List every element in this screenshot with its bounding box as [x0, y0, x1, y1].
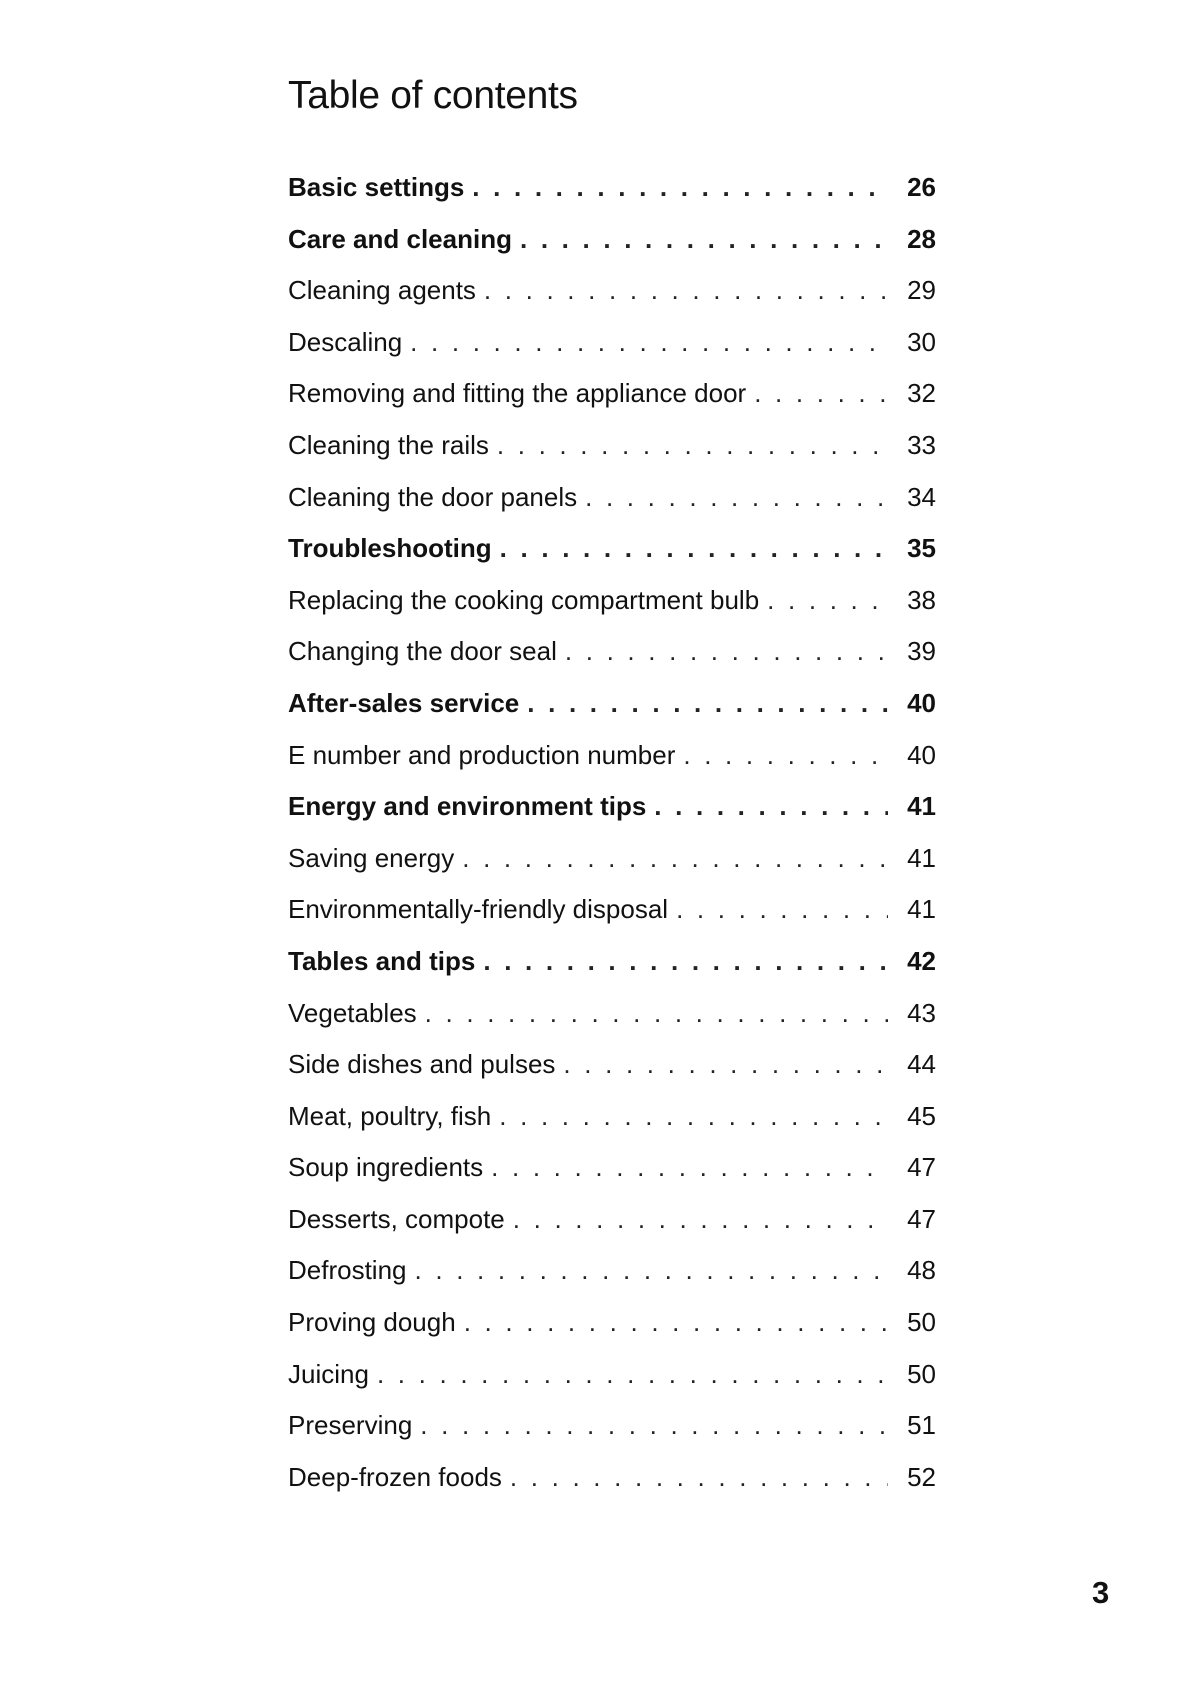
- toc-entry-label: Saving energy: [288, 842, 455, 873]
- dot-leader: [510, 1452, 888, 1504]
- toc-entry-label: Removing and fitting the appliance door: [288, 378, 747, 409]
- toc-subsection-entry: [288, 988, 936, 1040]
- toc-section-entry: [288, 162, 936, 214]
- dot-leader: [520, 214, 888, 266]
- toc-subsection-entry: [288, 626, 936, 678]
- dot-leader: [683, 730, 888, 782]
- toc-entry-page: 44: [907, 1049, 936, 1080]
- toc-entry-page: 29: [907, 275, 936, 306]
- dot-leader: [585, 472, 888, 524]
- toc-subsection-entry: [288, 317, 936, 369]
- toc-entry-label: Replacing the cooking compartment bulb: [288, 584, 760, 615]
- toc-entry-label: Cleaning agents: [288, 275, 476, 306]
- toc-subsection-entry: [288, 420, 936, 472]
- table-of-contents: [288, 162, 936, 1503]
- toc-section-entry: [288, 678, 936, 730]
- toc-subsection-entry: [288, 1297, 936, 1349]
- toc-subsection-entry: [288, 1039, 936, 1091]
- toc-entry-page: 33: [907, 429, 936, 460]
- toc-entry-page: 32: [907, 378, 936, 409]
- toc-entry-label: Troubleshooting: [288, 533, 492, 564]
- toc-entry-label: Cleaning the door panels: [288, 481, 578, 512]
- toc-entry-label: After-sales service: [288, 687, 520, 718]
- toc-entry-label: E number and production number: [288, 739, 676, 770]
- toc-entry-page: 34: [907, 481, 936, 512]
- toc-entry-label: Care and cleaning: [288, 223, 512, 254]
- toc-subsection-entry: [288, 1194, 936, 1246]
- toc-entry-label: Tables and tips: [288, 945, 476, 976]
- toc-subsection-entry: [288, 1452, 936, 1504]
- toc-subsection-entry: [288, 884, 936, 936]
- toc-entry-label: Environmentally-friendly disposal: [288, 894, 669, 925]
- dot-leader: [462, 833, 888, 885]
- dot-leader: [767, 575, 888, 627]
- toc-section-entry: [288, 781, 936, 833]
- toc-subsection-entry: [288, 1142, 936, 1194]
- toc-entry-page: 50: [907, 1358, 936, 1389]
- toc-entry-label: Descaling: [288, 326, 403, 357]
- toc-entry-page: 47: [907, 1152, 936, 1183]
- toc-entry-label: Soup ingredients: [288, 1152, 484, 1183]
- toc-entry-label: Cleaning the rails: [288, 429, 489, 460]
- toc-entry-page: 26: [907, 172, 936, 202]
- toc-entry-page: 40: [907, 687, 936, 718]
- toc-entry-page: 28: [907, 223, 936, 254]
- toc-entry-page: 45: [907, 1100, 936, 1131]
- toc-entry-label: Juicing: [288, 1358, 369, 1389]
- toc-entry-page: 41: [907, 791, 936, 822]
- toc-subsection-entry: [288, 575, 936, 627]
- toc-entry-page: 41: [907, 842, 936, 873]
- toc-subsection-entry: [288, 1245, 936, 1297]
- toc-entry-label: Basic settings: [288, 172, 465, 202]
- toc-subsection-entry: [288, 368, 936, 420]
- dot-leader: [754, 368, 888, 420]
- dot-leader: [425, 988, 888, 1040]
- toc-entry-page: 39: [907, 636, 936, 667]
- toc-entry-page: 50: [907, 1307, 936, 1338]
- toc-entry-label: Changing the door seal: [288, 636, 557, 667]
- toc-section-entry: [288, 936, 936, 988]
- dot-leader: [483, 936, 888, 988]
- dot-leader: [500, 523, 888, 575]
- dot-leader: [420, 1400, 888, 1452]
- dot-leader: [497, 420, 888, 472]
- toc-entry-label: Defrosting: [288, 1255, 407, 1286]
- toc-subsection-entry: [288, 1349, 936, 1401]
- dot-leader: [676, 884, 888, 936]
- dot-leader: [410, 317, 888, 369]
- page-title: Table of contents: [288, 74, 578, 117]
- toc-subsection-entry: [288, 265, 936, 317]
- dot-leader: [527, 678, 888, 730]
- toc-entry-page: 52: [907, 1461, 936, 1492]
- dot-leader: [491, 1142, 888, 1194]
- dot-leader: [563, 1039, 888, 1091]
- toc-entry-page: 48: [907, 1255, 936, 1286]
- toc-entry-page: 41: [907, 894, 936, 925]
- toc-entry-page: 51: [907, 1410, 936, 1441]
- toc-subsection-entry: [288, 833, 936, 885]
- dot-leader: [499, 1091, 888, 1143]
- toc-entry-page: 42: [907, 945, 936, 976]
- dot-leader: [464, 1297, 888, 1349]
- page-number: 3: [1092, 1575, 1110, 1610]
- dot-leader: [484, 265, 888, 317]
- toc-entry-label: Energy and environment tips: [288, 791, 647, 822]
- toc-subsection-entry: [288, 1400, 936, 1452]
- toc-entry-label: Desserts, compote: [288, 1203, 505, 1234]
- dot-leader: [565, 626, 888, 678]
- toc-subsection-entry: [288, 730, 936, 782]
- toc-entry-page: 35: [907, 533, 936, 564]
- toc-entry-label: Vegetables: [288, 997, 417, 1028]
- toc-entry-page: 47: [907, 1203, 936, 1234]
- dot-leader: [513, 1194, 888, 1246]
- toc-entry-label: Side dishes and pulses: [288, 1049, 556, 1080]
- dot-leader: [377, 1349, 888, 1401]
- toc-entry-label: Preserving: [288, 1410, 413, 1441]
- dot-leader: [654, 781, 888, 833]
- toc-entry-page: 38: [907, 584, 936, 615]
- toc-entry-page: 43: [907, 997, 936, 1028]
- toc-subsection-entry: [288, 1091, 936, 1143]
- toc-section-entry: [288, 214, 936, 266]
- toc-entry-page: 30: [907, 326, 936, 357]
- toc-entry-page: 40: [907, 739, 936, 770]
- toc-entry-label: Deep-frozen foods: [288, 1461, 502, 1492]
- toc-section-entry: [288, 523, 936, 575]
- toc-subsection-entry: [288, 472, 936, 524]
- toc-entry-label: Meat, poultry, fish: [288, 1100, 492, 1131]
- toc-entry-label: Proving dough: [288, 1307, 456, 1338]
- dot-leader: [472, 162, 888, 214]
- dot-leader: [415, 1245, 889, 1297]
